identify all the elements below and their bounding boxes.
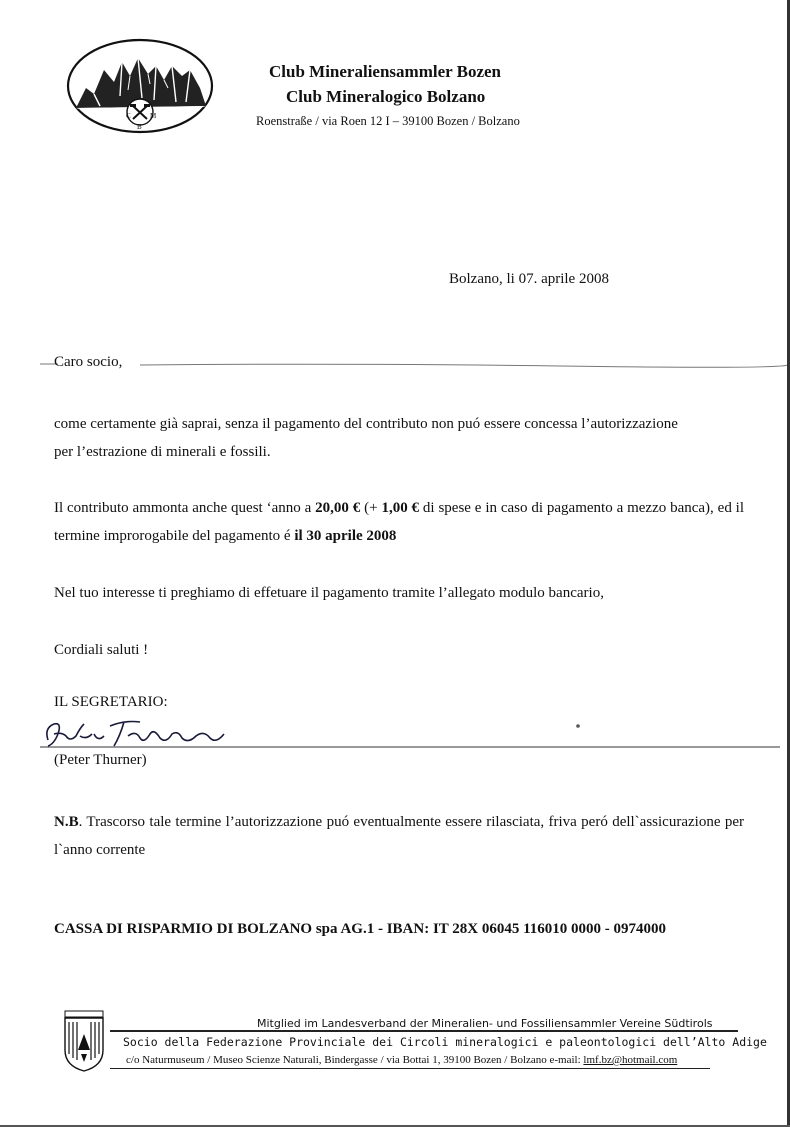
closing-salutation: Cordiali saluti ! [54,642,149,658]
contribution-fee: 1,00 € [381,500,420,516]
nota-bene-label: N.B [54,814,79,830]
club-address: Roenstraße / via Roen 12 I – 39100 Bozen / Bolzano [256,114,520,128]
club-name-german: Club Mineraliensammler Bozen [269,62,501,81]
club-logo-icon [64,36,216,136]
signature-line [40,744,780,750]
contribution-text-b: (+ [360,500,382,516]
logo-letter-c: C [126,112,131,120]
footer-email-link[interactable]: lmf.bz@hotmail.com [583,1054,678,1066]
contribution-text-c: di spese e in caso di pagamento a mezzo banca), ed il termine improrogabile del pagamento é [54,500,745,544]
federation-crest-icon [64,1010,104,1072]
footer-address: c/o Naturmuseum / Museo Scienze Naturali, Bindergasse / via Bottai 1, 39100 Bozen / Bolzano e-mail: [126,1054,584,1066]
scan-line-artifact [40,361,788,369]
paragraph-authorization-line2: per l’estrazione di minerali e fossili. [54,444,271,460]
logo-letter-m: M [150,112,157,120]
payment-deadline: il 30 aprile 2008 [294,528,397,544]
signatory-title: IL SEGRETARIO: [54,694,168,710]
nota-bene [54,808,744,864]
paragraph-payment-request: Nel tuo interesse ti preghiamo di effetuare il pagamento tramite l’allegato modulo bancario, [54,585,604,601]
paragraph-authorization-line1: come certamente già saprai, senza il pagamento del contributo non puó essere concessa l’autorizzazione [54,416,678,432]
footer-contact [126,1054,677,1066]
paragraph-authorization [54,410,744,466]
nota-bene-text: . Trascorso tale termine l’autorizzazione puó eventualmente essere rilasciata, friva peró dell`assicurazione per l`anno corrente [54,814,744,858]
signatory-name: (Peter Thurner) [54,752,147,768]
greeting: Caro socio, [54,354,123,370]
footer-rule [110,1030,738,1032]
letter-date: Bolzano, li 07. aprile 2008 [449,271,609,287]
handwritten-signature [40,716,780,756]
footer-underline [110,1068,710,1069]
paragraph-contribution [54,494,744,550]
logo-letter-b: B [137,123,142,131]
footer-membership-italian: Socio della Federazione Provinciale dei Circoli mineralogici e paleontologici dell’Alto Adige [123,1035,767,1049]
bank-details: CASSA DI RISPARMIO DI BOLZANO spa AG.1 - IBAN: IT 28X 06045 116010 0000 - 0974000 [54,921,667,937]
footer-membership-german: Mitglied im Landesverband der Mineralien- und Fossiliensammler Vereine Südtirols [257,1017,713,1030]
contribution-amount: 20,00 € [315,500,361,516]
club-name-italian: Club Mineralogico Bolzano [286,87,486,106]
contribution-text-a: Il contributo ammonta anche quest ‘anno a [54,500,316,516]
